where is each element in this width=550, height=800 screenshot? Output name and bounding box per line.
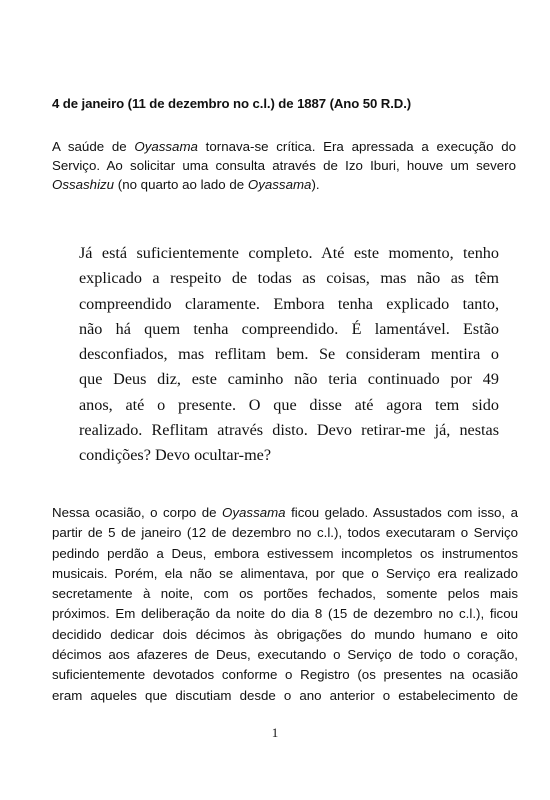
body-line-1 [52,503,518,523]
page-number: 1 [271,725,279,740]
body-line: suficientemente devotados conforme o Registro (os presentes na ocasião [52,667,518,683]
quote-line: que Deus diz, este caminho não teria continuado por 49 [79,370,499,389]
quote-line: desconfiados, mas reflitam bem. Se consideram mentira o [79,345,499,364]
quote-line: não há quem tenha compreendido. É lamentável. Estão [79,319,499,338]
intro-line-2: Serviço. Ao solicitar uma consulta através de Izo Iburi, houve um severo [52,158,516,173]
body-line: secretamente à noite, com os portões fechados, somente pelos mais [52,586,518,602]
quote-line: realizado. Reflitam através disto. Devo retirar-me já, nestas [79,421,499,440]
quote-line: Já está suficientemente completo. Até este momento, tenho [79,244,499,262]
body-line: décimos aos afazeres de Deus, executando o Serviço de todo o coração, [52,647,518,663]
text-run: ). [311,177,320,192]
body-line: partir de 5 de janeiro (12 de dezembro no c.l.), todos executaram o Serviço [52,525,518,541]
quote-line: condições? Devo ocultar-me? [79,446,272,465]
text-run: (no quarto ao lado de [114,177,248,192]
quote-line: anos, até o presente. O que disse até agora tem sido [79,395,499,414]
quote-line: compreendido claramente. Embora tenha explicado tanto, [79,294,499,313]
intro-line-3 [52,175,516,194]
body-line: eram aqueles que discutiam desde o ano anterior o estabelecimento de [52,687,518,703]
body-line: musicais. Porém, ela não se alimentava, por que o Serviço era realizado [52,565,518,581]
text-run: tornava-se crítica. Era apressada a execução do [197,139,516,154]
divine-quote [79,241,499,469]
body-line: decidido dedicar dois décimos às obrigações do mundo humano e oito [52,626,518,642]
intro-paragraph [52,137,516,194]
italic-name: Oyassama [134,139,198,154]
body-line: pedindo perdão a Deus, embora estivessem incompletos os instrumentos [52,545,518,561]
body-line: próximos. Em deliberação da noite do dia 8 (15 de dezembro no c.l.), ficou [52,606,518,622]
intro-line-1 [52,137,516,156]
text-run: ficou gelado. Assustados com isso, a [285,505,518,520]
italic-term: Ossashizu [52,177,115,192]
text-run: Nessa ocasião, o corpo de [52,505,223,520]
italic-name: Oyassama [247,177,312,192]
body-paragraph [52,503,518,706]
quote-line: explicado a respeito de todas as coisas, mas não as têm [79,269,499,288]
italic-name: Oyassama [222,505,286,520]
section-heading: 4 de janeiro (11 de dezembro no c.l.) de 1887 (Ano 50 R.D.) [52,96,412,111]
text-run: A saúde de [52,139,135,154]
